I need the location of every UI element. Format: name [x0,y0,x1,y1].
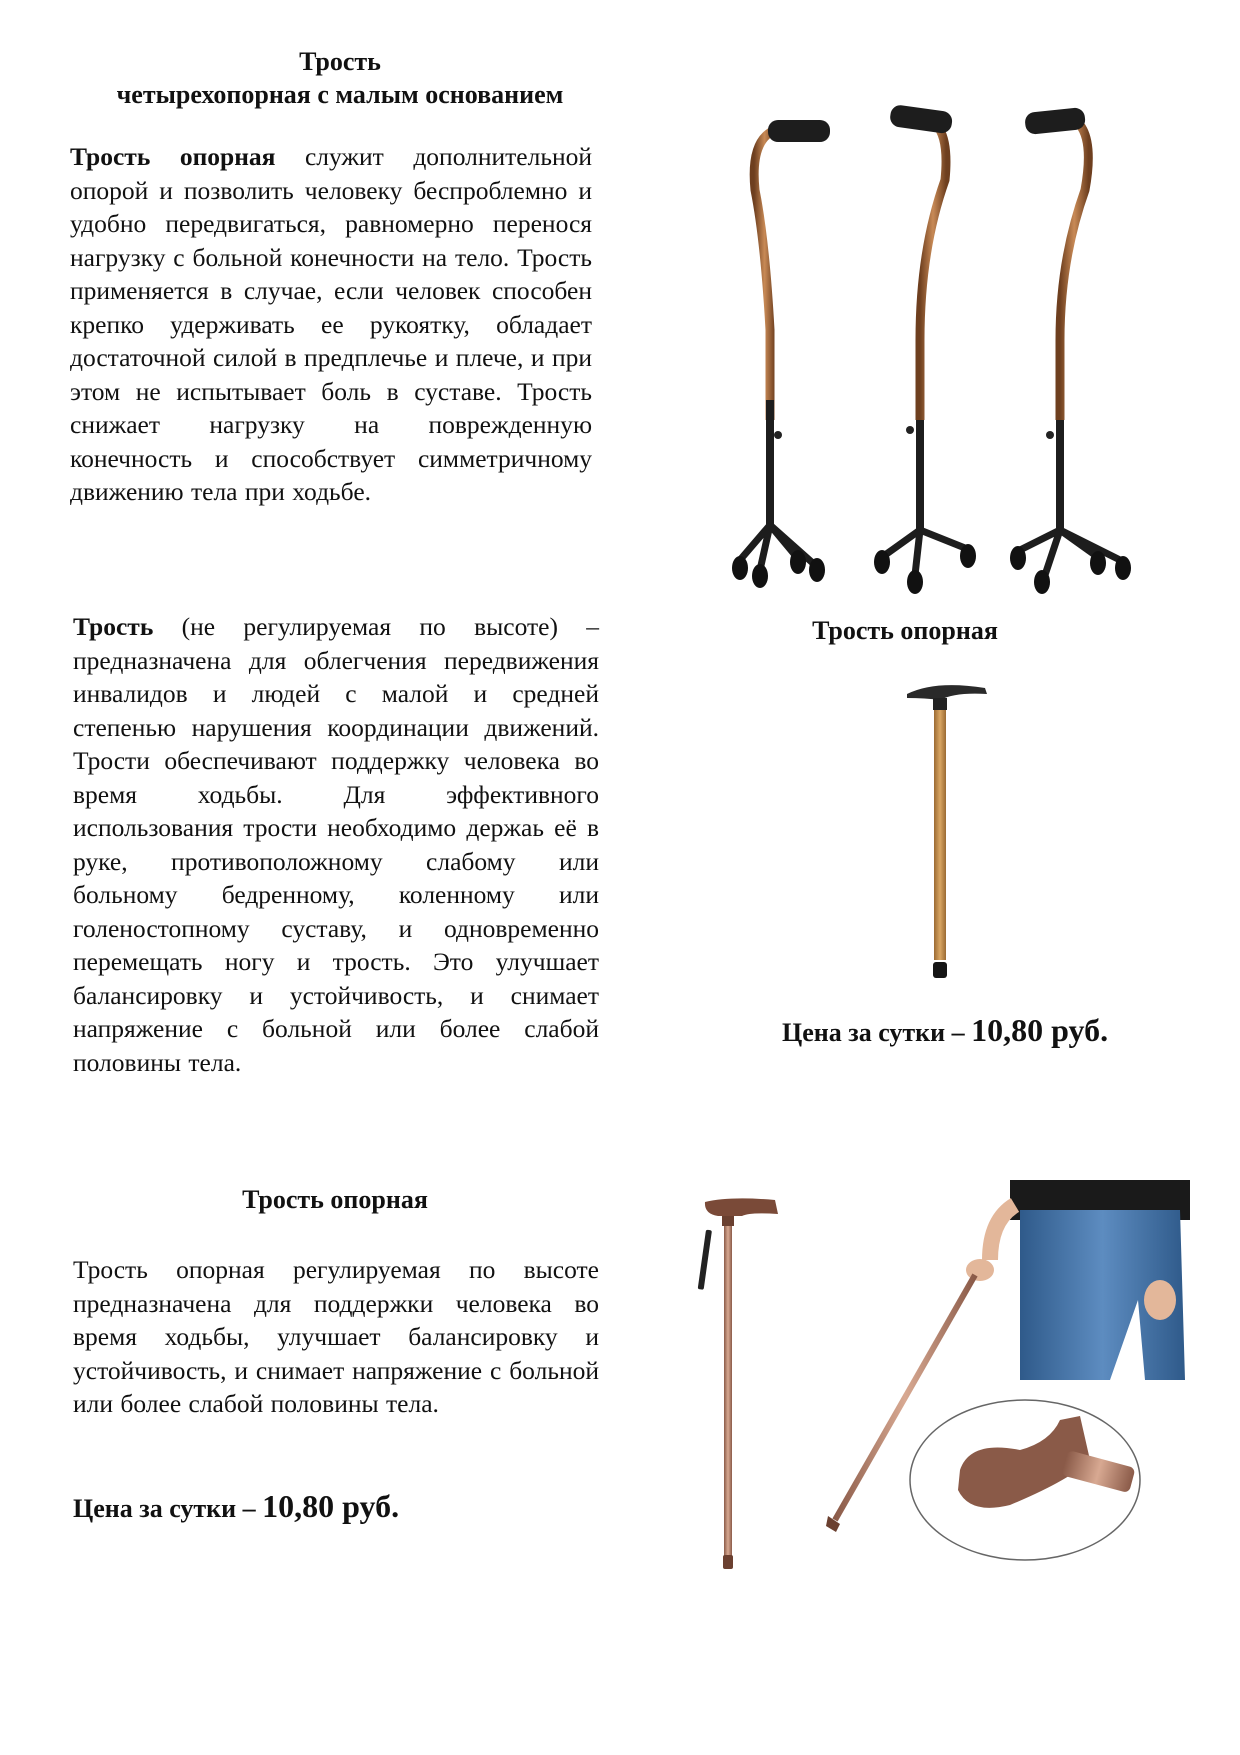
section1-title-line1: Трость [299,47,381,76]
section1-title [60,45,620,111]
section2-price-label: Цена за сутки – [782,1018,972,1047]
adjustable-cane-photo [690,1180,1190,1570]
section3-paragraph: Трость опорная регулируемая по высоте предназначена для поддержки человека во время ходьбы, улучшает балансировку и устойчивость, и снимает напряжение с больной или более слабой половины тела. [73,1255,599,1418]
section2-price [782,1012,1108,1049]
section2-lead: Трость [73,612,154,641]
quad-canes-photo [720,100,1140,590]
section1-text: служит дополнительной опорой и позволить человеку беспроблемно и удобно передвигаться, равномерно перенося нагрузку с больной конечности на тело. Трость применяется в случае, если человек способен крепко удерживать ее рукоятку, обладает достаточной силой в предплечье и плече, и при этом не испытывает боль в суставе. Трость снижает нагрузку на поврежденную конечность и способствует симметричному движению тела при ходьбе. [70,142,592,506]
section1-title-line2: четырехопорная с малым основанием [116,80,564,109]
section3-price [73,1488,399,1525]
section1-paragraph [70,140,592,509]
section3-price-label: Цена за сутки – [73,1494,263,1523]
straight-cane-photo [895,680,1005,980]
section2-caption: Трость опорная [812,616,998,645]
section1-lead: Трость опорная [70,142,276,171]
section3-price-value: 10,80 руб. [262,1488,400,1524]
section2-price-value: 10,80 руб. [971,1012,1109,1048]
section2-paragraph [73,610,599,1079]
section2-text: (не регулируемая по высоте) – предназначена для облегчения передвижения инвалидов и людей с малой и средней степенью нарушения координации движений. Трости обеспечивают поддержку человека во время ходьбы. Для эффективного использования трости необходимо держаь её в руке, противоположному слабому или больному бедренному, коленному или голеностопному суставу, и одновременно перемещать ногу и трость. Это улучшает балансировку и устойчивость, и снимает напряжение с больной или более слабой половины тела. [73,612,599,1077]
section3-title: Трость опорная [242,1185,428,1214]
